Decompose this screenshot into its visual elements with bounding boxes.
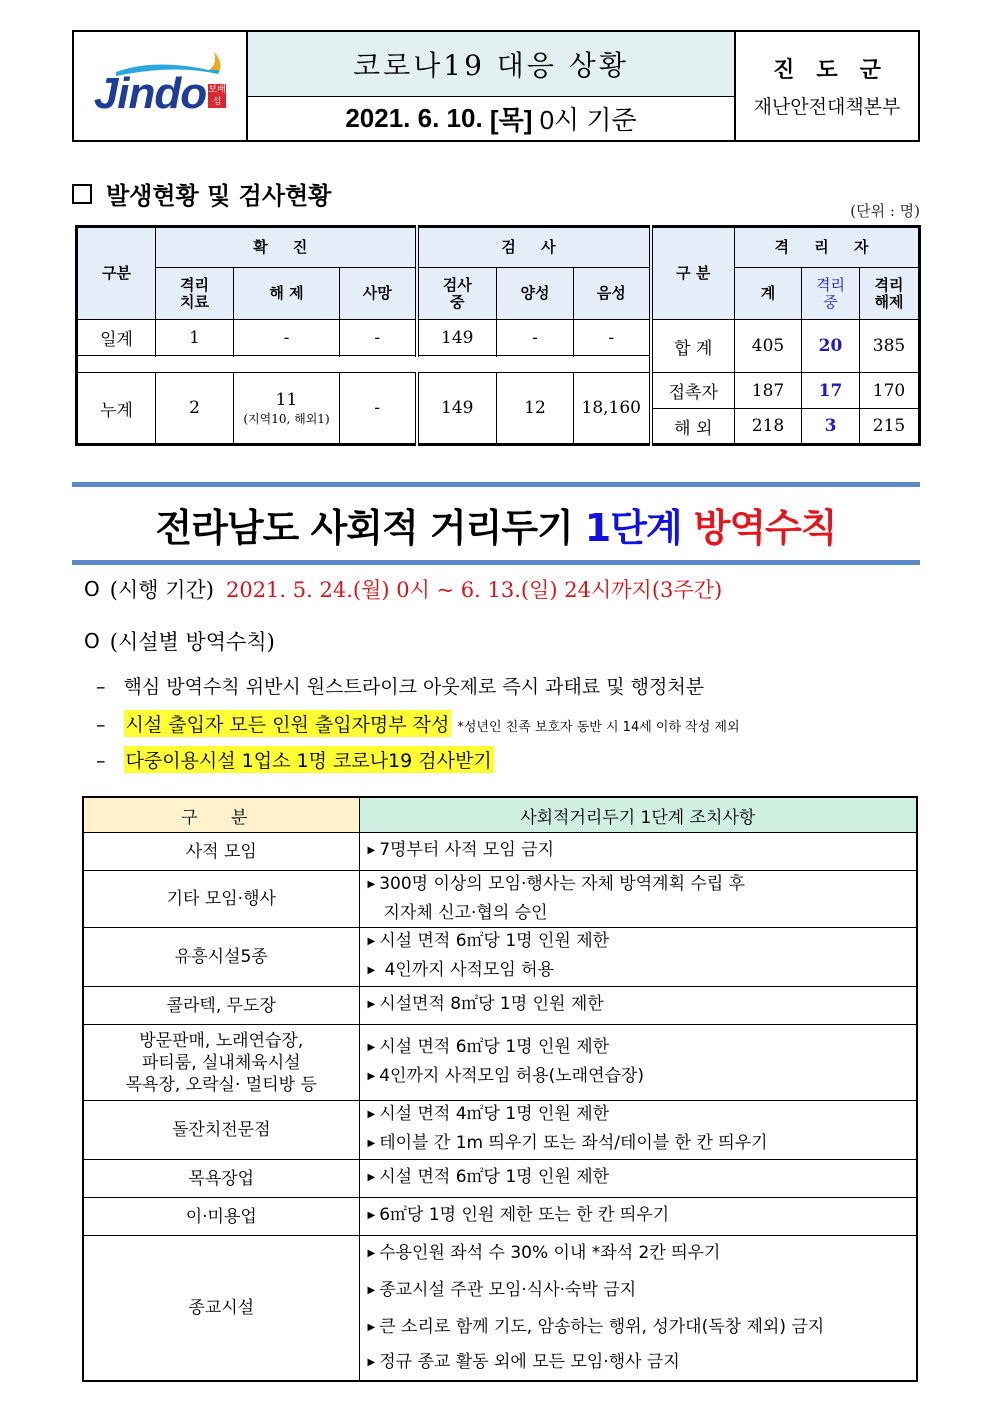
table-row	[83, 833, 917, 871]
row-label: 누계	[77, 373, 156, 445]
rules-header-actions: 사회적거리두기 1단계 조치사항	[359, 797, 917, 833]
rule-action-continuation: 지자체 신고·협의 승인	[383, 903, 548, 923]
header-negative: 음성	[574, 268, 651, 320]
header-iso-total: 계	[735, 268, 802, 320]
rule-category: 콜라텍, 무도장	[83, 987, 359, 1025]
rule-category: 목욕장업	[83, 1160, 359, 1198]
rule-action: ▶ 정규 종교 활동 외에 모든 모임·행사 금지	[367, 1352, 680, 1372]
cell-negative: -	[574, 320, 651, 356]
org-name: 진도군	[773, 57, 903, 83]
cell-death: -	[340, 373, 417, 445]
list-item-text: 핵심 방역수칙 위반시 원스트라이크 아웃제로 즉시 과태료 및 행정처분	[123, 676, 705, 698]
iso-total: 218	[735, 409, 802, 445]
iso-row-label: 해 외	[651, 409, 735, 445]
rule-action: ▶ 시설 면적 6㎡당 1명 인원 제한	[367, 1036, 610, 1057]
rule-action: ▶ 6㎡당 1명 인원 제한 또는 한 칸 띄우기	[367, 1205, 670, 1225]
triangle-bullet-icon: ▶	[367, 965, 376, 976]
logo-badge: 보배섬	[208, 85, 226, 107]
header-testing: 검사 중	[417, 268, 497, 320]
list-item	[96, 672, 704, 699]
rule-action: ▶ 300명 이상의 모임·행사는 자체 방역계획 수립 후	[367, 874, 746, 894]
triangle-bullet-icon: ▶	[367, 845, 376, 856]
rule-action: ▶ 수용인원 좌석 수 30% 이내 *좌석 2칸 띄우기	[367, 1243, 721, 1263]
iso-total: 405	[735, 320, 802, 373]
triangle-bullet-icon: ▶	[367, 1322, 376, 1333]
dash-bullet: –	[96, 714, 106, 736]
iso-current: 17	[802, 373, 860, 409]
rule-action: ▶ 시설면적 8㎡당 1명 인원 제한	[367, 994, 604, 1014]
table-row	[83, 1198, 917, 1236]
triangle-bullet-icon: ▶	[367, 1138, 376, 1149]
rule-action: ▶ 테이블 간 1m 띄우기 또는 좌석/테이블 한 칸 띄우기	[367, 1133, 768, 1153]
period-line	[84, 574, 722, 604]
table-row	[83, 987, 917, 1025]
date-day: [목]	[489, 105, 533, 135]
rule-category: 이·미용업	[83, 1198, 359, 1236]
triangle-bullet-icon: ▶	[367, 1285, 376, 1296]
table-row	[77, 320, 920, 356]
triangle-bullet-icon: ▶	[367, 999, 376, 1010]
banner-top-rule	[72, 482, 920, 487]
rule-category: 돌잔치전문점	[83, 1101, 359, 1160]
rules-header-category: 구 분	[83, 797, 359, 833]
jindo-logo	[74, 32, 248, 140]
rule-category: 유흥시설5종	[83, 928, 359, 987]
cell-testing: 149	[417, 320, 497, 356]
date-prefix: 2021. 6. 10.	[345, 103, 483, 133]
triangle-bullet-icon: ▶	[367, 1041, 376, 1053]
cell-negative: 18,160	[574, 373, 651, 445]
list-item-text-highlighted: 시설 출입자 모든 인원 출입자명부 작성	[124, 710, 452, 737]
date-suffix: 0시 기준	[539, 105, 637, 135]
banner-title	[72, 492, 920, 556]
period-label: (시행 기간)	[109, 578, 214, 602]
iso-row-label: 접촉자	[651, 373, 735, 409]
table-row	[83, 1025, 917, 1101]
header-confirmed: 확 진	[156, 227, 417, 268]
iso-current: 20	[802, 320, 860, 373]
header-positive: 양성	[497, 268, 574, 320]
dash-bullet: –	[96, 676, 106, 698]
released-note: (지역10, 해외1)	[243, 411, 330, 426]
rule-action: ▶ 큰 소리로 함께 기도, 암송하는 행위, 성가대(독창 제외) 금지	[367, 1317, 825, 1337]
header-iso-category: 구 분	[651, 227, 735, 320]
header-tests: 검 사	[417, 227, 651, 268]
triangle-bullet-icon: ▶	[367, 1210, 376, 1221]
header-category: 구분	[77, 227, 156, 320]
rule-action: ▶ 시설 면적 4㎡당 1명 인원 제한	[367, 1104, 610, 1124]
table-row	[83, 1101, 917, 1160]
triangle-bullet-icon: ▶	[367, 879, 376, 890]
status-section-heading	[72, 176, 331, 211]
cell-positive: -	[497, 320, 574, 356]
table-row	[83, 928, 917, 987]
cell-released: -	[234, 320, 340, 356]
circle-bullet-icon: O	[84, 577, 100, 601]
table-row	[83, 1236, 917, 1382]
triangle-bullet-icon: ▶	[367, 1070, 376, 1082]
rule-category: 방문판매, 노래연습장, 파티룸, 실내체육시설 목욕장, 오락실· 멀티방 등	[83, 1025, 359, 1101]
header-released: 해 제	[234, 268, 340, 320]
iso-released: 215	[860, 409, 920, 445]
facility-rules-label: (시설별 방역수칙)	[109, 630, 275, 654]
iso-row-label: 합 계	[651, 320, 735, 373]
cell-positive: 12	[497, 373, 574, 445]
cell-treating: 1	[156, 320, 234, 356]
table-row	[83, 1160, 917, 1198]
iso-current: 3	[802, 409, 860, 445]
triangle-bullet-icon: ▶	[367, 1109, 376, 1120]
dash-bullet: –	[96, 750, 106, 772]
status-heading-text: 발생현황 및 검사현황	[106, 181, 332, 210]
status-table	[75, 225, 921, 446]
triangle-bullet-icon: ▶	[367, 1357, 376, 1368]
unit-label: (단위 : 명)	[850, 202, 920, 220]
report-title: 코로나19 대응 상황	[248, 32, 734, 97]
banner-title-rules: 방역수칙	[693, 505, 837, 550]
triangle-bullet-icon: ▶	[367, 936, 376, 947]
cell-released: 11 (지역10, 해외1)	[234, 373, 340, 445]
report-date	[248, 97, 734, 140]
rule-category: 사적 모임	[83, 833, 359, 871]
cell-testing: 149	[417, 373, 497, 445]
rule-action: ▶ 시설 면적 6㎡당 1명 인원 제한	[367, 931, 610, 951]
cell-death: -	[340, 320, 417, 356]
row-label: 일계	[77, 320, 156, 356]
iso-total: 187	[735, 373, 802, 409]
rule-action: ▶ 4인까지 사적모임 허용	[367, 960, 555, 980]
triangle-bullet-icon: ▶	[367, 1248, 376, 1259]
header-isolation: 격 리 자	[735, 227, 920, 268]
org-dept: 재난안전대책본부	[753, 96, 901, 118]
list-item-note: *성년인 친족 보호자 동반 시 14세 이하 작성 제외	[457, 720, 740, 735]
cell-treating: 2	[156, 373, 234, 445]
table-row	[83, 871, 917, 928]
header-iso-released: 격리 해제	[860, 268, 920, 320]
header-death: 사망	[340, 268, 417, 320]
rule-action: ▶ 시설 면적 6㎡당 1명 인원 제한	[367, 1167, 610, 1187]
table-row	[77, 373, 920, 392]
period-value: 2021. 5. 24.(월) 0시 ~ 6. 13.(일) 24시까지(3주간)	[225, 578, 723, 602]
list-item	[96, 746, 494, 773]
list-item	[96, 710, 740, 737]
banner-title-level: 1단계	[584, 505, 682, 550]
banner-title-main: 전라남도 사회적 거리두기	[155, 505, 573, 550]
circle-bullet-icon: O	[84, 629, 100, 653]
iso-released: 385	[860, 320, 920, 373]
header-treating: 격리 치료	[156, 268, 234, 320]
checkbox-square-icon	[72, 184, 92, 204]
logo-text: Jindo	[93, 69, 207, 118]
rule-action: ▶ 7명부터 사적 모임 금지	[367, 840, 555, 860]
triangle-bullet-icon: ▶	[367, 1172, 376, 1183]
rule-action: ▶ 4인까지 사적모임 허용(노래연습장)	[367, 1065, 644, 1086]
header-iso-current: 격리 중	[802, 268, 860, 320]
rule-action: ▶ 종교시설 주관 모임·식사·숙박 금지	[367, 1280, 637, 1300]
banner-bottom-rule	[72, 560, 920, 565]
document-header	[72, 30, 920, 142]
iso-released: 170	[860, 373, 920, 409]
list-item-text-highlighted: 다중이용시설 1업소 1명 코로나19 검사받기	[124, 746, 494, 773]
rule-category: 종교시설	[83, 1236, 359, 1382]
rule-category: 기타 모임·행사	[83, 871, 359, 928]
rules-table	[82, 796, 918, 1382]
facility-rules-heading	[84, 626, 275, 656]
